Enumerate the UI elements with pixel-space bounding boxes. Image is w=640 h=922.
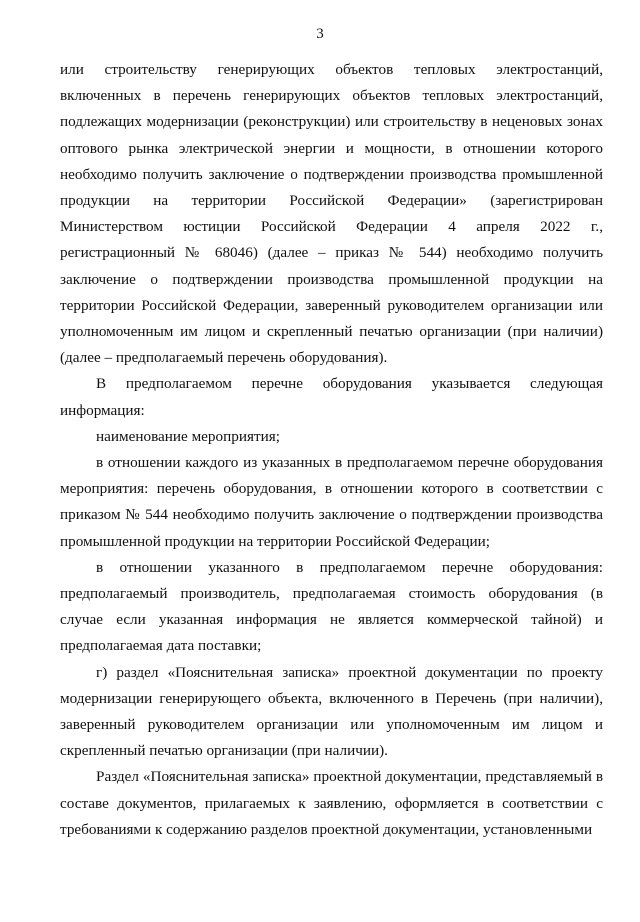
paragraph-equipment-per-event: в отношении каждого из указанных в предполагаемом перечне оборудования мероприятия: перечень оборудования, в отношении которого в соответствии с приказом № 544 необходимо получить заключение о подтверждении производства промышленной продукции на территории Российской Федерации; (60, 454, 603, 550)
paragraph-equipment-list-intro: В предполагаемом перечне оборудования указывается следующая информация: (60, 375, 603, 419)
paragraph-event-name: наименование мероприятия; (96, 427, 280, 445)
paragraph-item-g: г) раздел «Пояснительная записка» проектной документации по проекту модернизации генерирующего объекта, включенного в Перечень (при наличии), заверенный руководителем организации или уполномоченным им лицом и скрепленный печатью организации (при наличии). (60, 663, 603, 760)
document-body (60, 57, 603, 843)
page-number: 3 (316, 26, 324, 42)
paragraph-equipment-details: в отношении указанного в предполагаемом перечне оборудования: предполагаемый производитель, предполагаемая стоимость оборудования (в случае если указанная информация не является коммерческой тайной) и предполагаемая дата поставки; (60, 558, 603, 655)
paragraph-explanatory-note: Раздел «Пояснительная записка» проектной документации, представляемый в составе документов, прилагаемых к заявлению, оформляется в соответствии с требованиями к содержанию разделов проектной документации, установленными (60, 768, 603, 838)
paragraph-continuation: или строительству генерирующих объектов тепловых электростанций, включенных в перечень генерирующих объектов тепловых электростанций, подлежащих модернизации (реконструкции) или строительству в неценовых зонах оптового рынка электрической энергии и мощности, в отношении которого необходимо получить заключение о подтверждении производства промышленной продукции на территории Российской Федерации» (зарегистрирован Министерством юстиции Российской Федерации 4 апреля 2022 г., регистрационный № 68046) (далее – приказ № 544) необходимо получить заключение о подтверждении производства промышленной продукции на территории Российской Федерации, заверенный руководителем организации или уполномоченным им лицом и скрепленный печатью организации (при наличии) (далее – предполагаемый перечень оборудования). (60, 61, 603, 367)
